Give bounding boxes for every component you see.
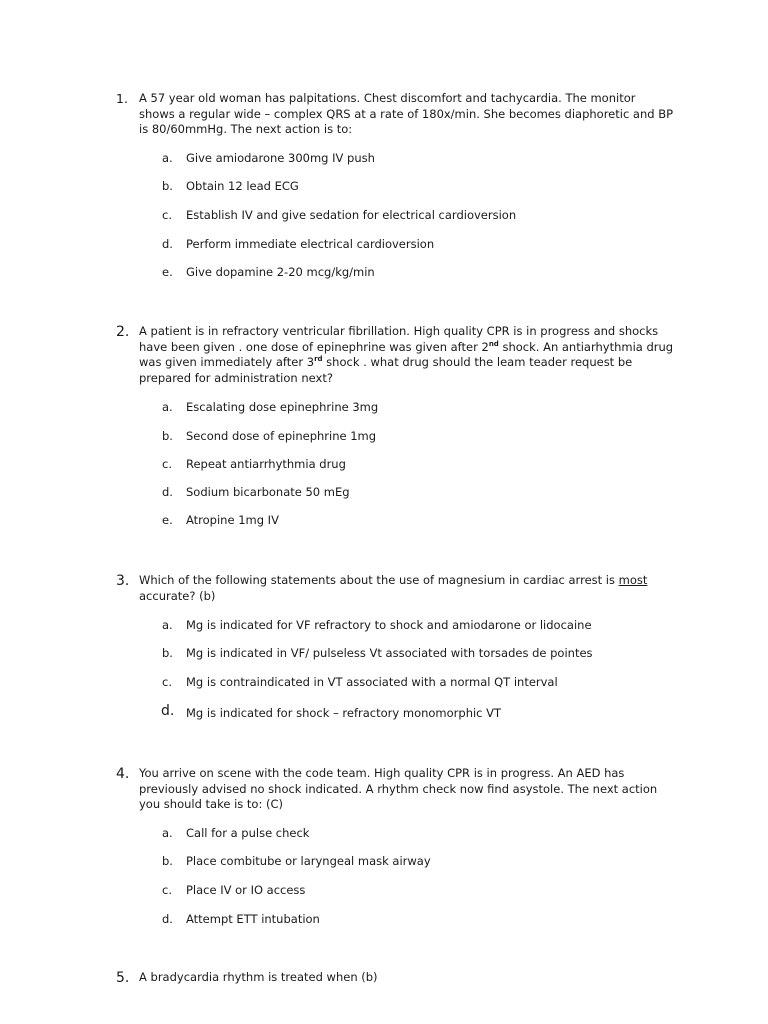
option [0, 911, 768, 927]
option-text: Mg is contraindicated in VT associated with a normal QT interval [186, 675, 558, 689]
option [0, 264, 768, 280]
option [0, 178, 768, 194]
option [0, 456, 768, 472]
option-letter: d. [162, 485, 173, 499]
option [0, 512, 768, 528]
option [0, 484, 768, 500]
question-number: 3. [116, 573, 130, 589]
option-text: Sodium bicarbonate 50 mEg [186, 485, 350, 499]
question-text: A 57 year old woman has palpitations. Chest discomfort and tachycardia. The monitor shows a regular wide – complex QRS at a rate of 180x/min. She becomes diaphoretic and BP is 80/60mmHg. The next action is to: [139, 91, 674, 137]
option-text: Establish IV and give sedation for electrical cardioversion [186, 208, 517, 222]
option-letter: b. [162, 179, 173, 193]
option-text: Give dopamine 2-20 mcg/kg/min [186, 265, 375, 279]
option-letter: c. [162, 675, 172, 689]
option-letter: c. [162, 883, 172, 897]
question-text-part: accurate? (b) [139, 588, 216, 603]
option-letter: a. [162, 400, 173, 414]
superscript: nd [488, 339, 499, 348]
option [0, 705, 768, 721]
option [0, 645, 768, 661]
option-letter: c. [162, 457, 172, 471]
option-letter: d. [162, 237, 173, 251]
question-number: 1. [116, 91, 128, 106]
superscript: rd [314, 355, 323, 364]
question-text-part: A patient is in refractory ventricular fibrillation. High quality CPR is in progress and shocks have been given . one dose of epinephrine was given after 2 [139, 324, 659, 354]
option-text: Atropine 1mg IV [186, 513, 279, 527]
question-text-part: shock. An antiarhythmia drug was given immediately after 3 [139, 339, 674, 370]
option-text: Mg is indicated in VF/ pulseless Vt associated with torsades de pointes [186, 646, 593, 660]
option-letter: d. [162, 912, 173, 926]
option-text: Attempt ETT intubation [186, 912, 320, 926]
option-text: Second dose of epinephrine 1mg [186, 429, 377, 443]
question-text-part: shock . what drug should the leam teader request be prepared for administration next? [139, 355, 633, 386]
option-letter: b. [162, 646, 173, 660]
option-text: Mg is indicated for VF refractory to shock and amiodarone or lidocaine [186, 618, 592, 632]
option-letter: b. [162, 854, 173, 868]
option-text: Escalating dose epinephrine 3mg [186, 400, 379, 414]
option-text: Give amiodarone 300mg IV push [186, 151, 375, 165]
option-text: Mg is indicated for shock – refractory monomorphic VT [186, 706, 502, 720]
question-text [139, 573, 674, 604]
option-text: Obtain 12 lead ECG [186, 179, 299, 193]
option-letter: b. [162, 429, 173, 443]
option [0, 674, 768, 690]
option [0, 617, 768, 633]
question-text [139, 324, 674, 387]
option [0, 207, 768, 223]
option-text: Perform immediate electrical cardioversion [186, 237, 435, 251]
option-letter: e. [162, 513, 173, 527]
option-text: Place combitube or laryngeal mask airway [186, 854, 431, 868]
underlined-word: most [618, 573, 648, 587]
question-text: You arrive on scene with the code team. High quality CPR is in progress. An AED has previously advised no shock indicated. A rhythm check now find asystole. The next action you should take is to: (C) [139, 766, 658, 812]
question-number: 5. [116, 970, 130, 986]
option-text: Repeat antiarrhythmia drug [186, 457, 346, 471]
option [0, 825, 768, 841]
question-number: 2. [116, 324, 130, 340]
option-letter: a. [162, 618, 173, 632]
option-letter: a. [162, 151, 173, 165]
option-letter: c. [162, 208, 172, 222]
option-letter: a. [162, 826, 173, 840]
question-text: A bradycardia rhythm is treated when (b) [139, 970, 378, 984]
option-letter: d. [161, 703, 175, 719]
option [0, 236, 768, 252]
option [0, 428, 768, 444]
question-text-part: Which of the following statements about the use of magnesium in cardiac arrest is [139, 573, 619, 587]
option-text: Place IV or IO access [186, 883, 306, 897]
option [0, 882, 768, 898]
option-letter: e. [162, 265, 173, 279]
option [0, 399, 768, 415]
option [0, 853, 768, 869]
option-text: Call for a pulse check [186, 826, 310, 840]
option [0, 150, 768, 166]
question-number: 4. [116, 766, 130, 782]
